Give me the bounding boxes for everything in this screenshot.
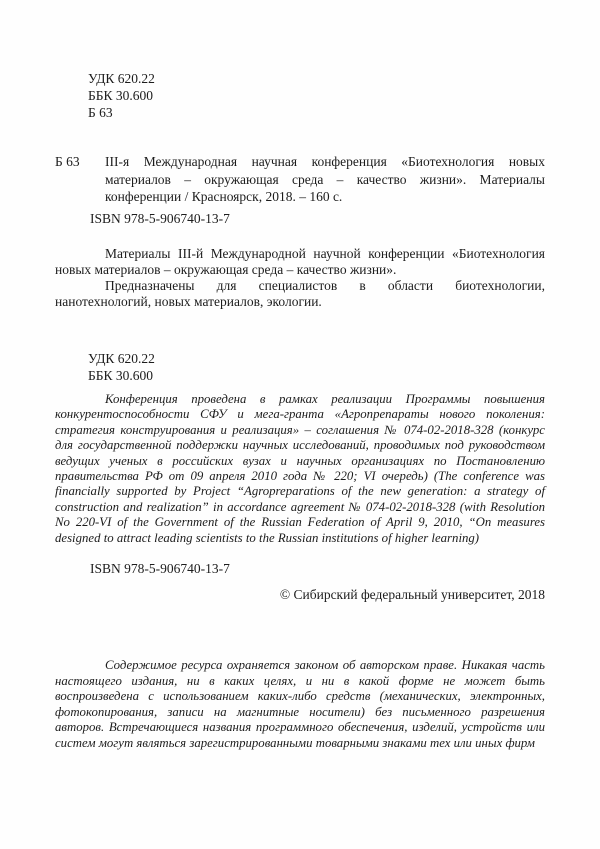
bibliographic-codes-top	[88, 70, 155, 121]
rights-notice: Содержимое ресурса охраняется законом об авторском праве. Никакая часть настоящего издания, ни в каких целях, и ни в какой форме не может быть воспроизведена с использованием каких-либо средств (механических, электронных, фотокопирования, записи на магнитные носители) без письменного разрешения авторов. Встречающиеся названия программного обеспечения, изделий, устройств или систем могут являться зарегистрированными товарными знаками тех или иных фирм	[55, 658, 545, 750]
bbk-code-mid: ББК 30.600	[88, 368, 154, 383]
funding-note: Конференция проведена в рамках реализации Программы повышения конкурентоспособности СФУ и мега-гранта «Агропрепараты нового поколения: стратегия конструирования и реализация» – соглашения № 074-02-2018-328 (конкурс для государственной поддержки научных исследований, проводимых под руководством ведущих ученых в российских вузах и научных организациях по Постановлению правительства РФ от 09 апреля 2010 года № 220; VI очередь) (The conference was financially supported by Project “Agropreparations of the new generation: a strategy of construction and realization” in accordance agreement № 074-02-2018-328 (with Resolution No 220-VI of the Government of the Russian Federation of April 9, 2010, “On measures designed to attract leading scientists to the Russian institutions of higher learning)	[55, 392, 545, 545]
annotation-paragraph-1: Материалы III-й Международной научной конференции «Биотехнология новых материалов – окружающая среда – качество жизни».	[55, 246, 545, 277]
isbn-bottom: ISBN 978-5-906740-13-7	[90, 561, 230, 576]
udk-code-mid: УДК 620.22	[88, 351, 155, 366]
udk-code: УДК 620.22	[88, 71, 155, 86]
catalog-entry-text: III-я Международная научная конференция «Биотехнология новых материалов – окружающая среда – качество жизни». Материалы конференции / Красноярск, 2018. – 160 с.	[105, 154, 545, 204]
bbk-code: ББК 30.600	[88, 88, 154, 103]
isbn-top: ISBN 978-5-906740-13-7	[90, 211, 230, 226]
author-sign: Б 63	[88, 105, 113, 120]
bibliographic-codes-mid	[88, 350, 155, 384]
annotation-block	[55, 246, 545, 310]
annotation-paragraph-2: Предназначены для специалистов в области биотехнологии, нанотехнологий, новых материалов, экологии.	[55, 278, 545, 309]
catalog-entry-label: Б 63	[55, 154, 80, 169]
copyright-line: © Сибирский федеральный университет, 2018	[279, 587, 545, 602]
